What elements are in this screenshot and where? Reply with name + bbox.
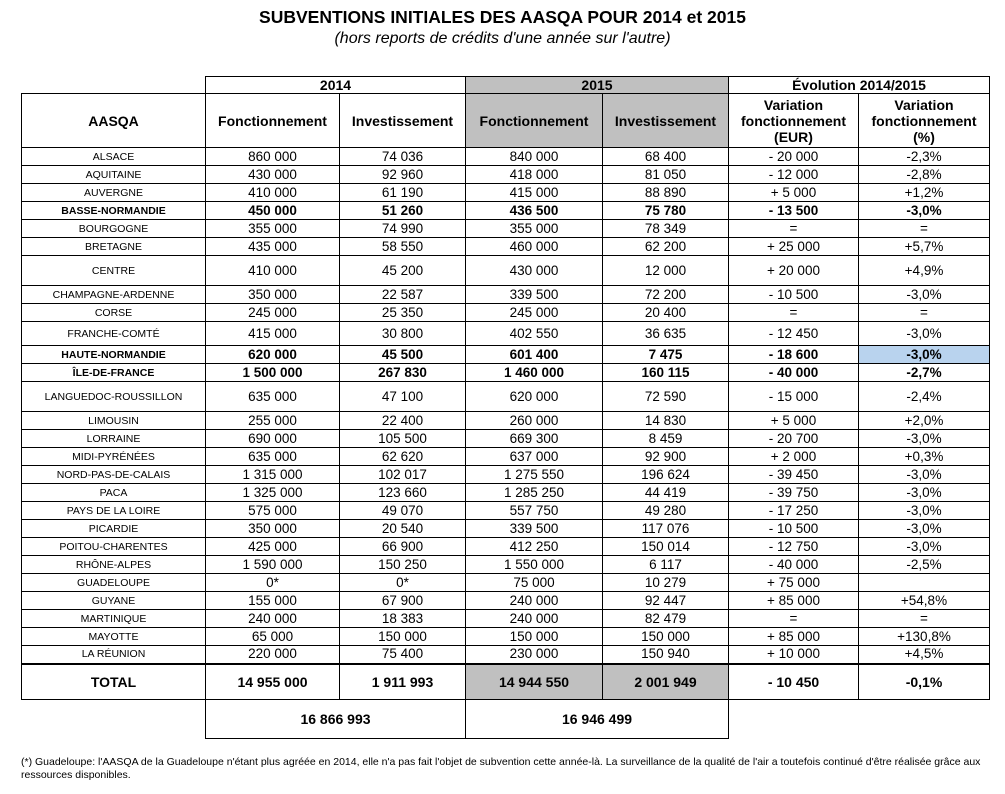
fonct-2015-cell: 240 000 — [466, 610, 603, 628]
header-fonct-2015: Fonctionnement — [466, 94, 603, 148]
fonct-2015-cell: 436 500 — [466, 202, 603, 220]
var-eur-cell: + 20 000 — [729, 256, 859, 286]
var-eur-cell: - 10 500 — [729, 286, 859, 304]
empty-corner — [22, 77, 206, 94]
region-name: BOURGOGNE — [22, 220, 206, 238]
table-row — [22, 646, 990, 664]
var-eur-cell: - 39 450 — [729, 466, 859, 484]
fonct-2014-cell: 1 500 000 — [206, 364, 340, 382]
var-pct-cell: -3,0% — [859, 520, 990, 538]
fonct-2015-cell: 1 460 000 — [466, 364, 603, 382]
header-var-eur-line2: fonctionnement — [741, 112, 846, 129]
total-fonct-2014: 14 955 000 — [206, 664, 340, 700]
invest-2014-cell: 51 260 — [340, 202, 466, 220]
fonct-2015-cell: 402 550 — [466, 322, 603, 346]
fonct-2014-cell: 690 000 — [206, 430, 340, 448]
table-row — [22, 610, 990, 628]
invest-2015-cell: 81 050 — [603, 166, 729, 184]
var-pct-cell: +1,2% — [859, 184, 990, 202]
header-evolution: Évolution 2014/2015 — [729, 77, 990, 94]
var-pct-cell: -3,0% — [859, 322, 990, 346]
var-pct-cell: = — [859, 220, 990, 238]
invest-2014-cell: 92 960 — [340, 166, 466, 184]
invest-2015-cell: 82 479 — [603, 610, 729, 628]
region-name: CENTRE — [22, 256, 206, 286]
invest-2015-cell: 92 900 — [603, 448, 729, 466]
invest-2014-cell: 67 900 — [340, 592, 466, 610]
var-pct-cell: -2,8% — [859, 166, 990, 184]
var-pct-cell: -2,5% — [859, 556, 990, 574]
header-var-eur — [729, 94, 859, 148]
header-aasqa: AASQA — [22, 94, 206, 148]
fonct-2015-cell: 339 500 — [466, 520, 603, 538]
fonct-2015-cell: 230 000 — [466, 646, 603, 664]
header-var-eur-line1: Variation — [763, 96, 824, 113]
region-name: FRANCHE-COMTÉ — [22, 322, 206, 346]
var-pct-cell — [859, 574, 990, 592]
fonct-2014-cell: 430 000 — [206, 166, 340, 184]
region-name: PICARDIE — [22, 520, 206, 538]
invest-2014-cell: 47 100 — [340, 382, 466, 412]
invest-2015-cell: 160 115 — [603, 364, 729, 382]
header-fonct-2014: Fonctionnement — [206, 94, 340, 148]
var-eur-cell: - 17 250 — [729, 502, 859, 520]
var-eur-cell: - 40 000 — [729, 556, 859, 574]
region-name: POITOU-CHARENTES — [22, 538, 206, 556]
region-name: GUYANE — [22, 592, 206, 610]
table-row — [22, 592, 990, 610]
fonct-2014-cell: 245 000 — [206, 304, 340, 322]
table-row — [22, 466, 990, 484]
fonct-2015-cell: 1 275 550 — [466, 466, 603, 484]
invest-2015-cell: 117 076 — [603, 520, 729, 538]
var-eur-cell: - 39 750 — [729, 484, 859, 502]
var-eur-cell: + 85 000 — [729, 628, 859, 646]
total-var-eur: - 10 450 — [729, 664, 859, 700]
table-row — [22, 382, 990, 412]
fonct-2014-cell: 220 000 — [206, 646, 340, 664]
fonct-2015-cell: 669 300 — [466, 430, 603, 448]
fonct-2014-cell: 635 000 — [206, 448, 340, 466]
var-pct-cell: -3,0% — [859, 538, 990, 556]
var-eur-cell: - 12 000 — [729, 166, 859, 184]
total-var-pct: -0,1% — [859, 664, 990, 700]
invest-2014-cell: 105 500 — [340, 430, 466, 448]
invest-2015-cell: 150 014 — [603, 538, 729, 556]
fonct-2014-cell: 415 000 — [206, 322, 340, 346]
total-row — [22, 664, 990, 700]
fonct-2014-cell: 1 325 000 — [206, 484, 340, 502]
var-pct-cell: -2,4% — [859, 382, 990, 412]
var-eur-cell: - 15 000 — [729, 382, 859, 412]
table-row — [22, 538, 990, 556]
var-eur-cell: - 12 450 — [729, 322, 859, 346]
invest-2014-cell: 74 990 — [340, 220, 466, 238]
invest-2014-cell: 45 500 — [340, 346, 466, 364]
table-row — [22, 322, 990, 346]
table-row — [22, 304, 990, 322]
total-label: TOTAL — [22, 664, 206, 700]
region-name: LANGUEDOC-ROUSSILLON — [22, 382, 206, 412]
fonct-2015-cell: 840 000 — [466, 148, 603, 166]
invest-2015-cell: 44 419 — [603, 484, 729, 502]
header-var-pct-line3: (%) — [913, 128, 935, 145]
var-eur-cell: + 5 000 — [729, 184, 859, 202]
invest-2014-cell: 74 036 — [340, 148, 466, 166]
region-name: ALSACE — [22, 148, 206, 166]
invest-2015-cell: 6 117 — [603, 556, 729, 574]
region-name: LIMOUSIN — [22, 412, 206, 430]
invest-2014-cell: 30 800 — [340, 322, 466, 346]
invest-2014-cell: 58 550 — [340, 238, 466, 256]
table-row — [22, 364, 990, 382]
invest-2014-cell: 61 190 — [340, 184, 466, 202]
invest-2014-cell: 150 000 — [340, 628, 466, 646]
header-var-pct-line1: Variation — [894, 96, 954, 113]
table-row — [22, 520, 990, 538]
fonct-2015-cell: 1 285 250 — [466, 484, 603, 502]
invest-2014-cell: 20 540 — [340, 520, 466, 538]
invest-2014-cell: 45 200 — [340, 256, 466, 286]
var-eur-cell: - 20 700 — [729, 430, 859, 448]
invest-2014-cell: 123 660 — [340, 484, 466, 502]
var-eur-cell: - 12 750 — [729, 538, 859, 556]
var-eur-cell: + 85 000 — [729, 592, 859, 610]
table-row — [22, 238, 990, 256]
var-eur-cell: + 5 000 — [729, 412, 859, 430]
region-name: LA RÉUNION — [22, 646, 206, 664]
invest-2015-cell: 49 280 — [603, 502, 729, 520]
invest-2015-cell: 8 459 — [603, 430, 729, 448]
fonct-2014-cell: 355 000 — [206, 220, 340, 238]
var-pct-cell: -3,0% — [859, 502, 990, 520]
table-row — [22, 346, 990, 364]
fonct-2014-cell: 410 000 — [206, 184, 340, 202]
table-row — [22, 256, 990, 286]
fonct-2015-cell: 637 000 — [466, 448, 603, 466]
invest-2015-cell: 88 890 — [603, 184, 729, 202]
fonct-2015-cell: 430 000 — [466, 256, 603, 286]
sum-2015: 16 946 499 — [466, 699, 729, 738]
fonct-2014-cell: 350 000 — [206, 520, 340, 538]
var-eur-cell: + 10 000 — [729, 646, 859, 664]
fonct-2014-cell: 155 000 — [206, 592, 340, 610]
sum-row — [22, 699, 990, 738]
region-name: HAUTE-NORMANDIE — [22, 346, 206, 364]
invest-2015-cell: 72 200 — [603, 286, 729, 304]
header-var-eur-line3: (EUR) — [774, 128, 813, 145]
fonct-2015-cell: 557 750 — [466, 502, 603, 520]
region-name: AQUITAINE — [22, 166, 206, 184]
invest-2015-cell: 68 400 — [603, 148, 729, 166]
table-row — [22, 286, 990, 304]
fonct-2015-cell: 245 000 — [466, 304, 603, 322]
var-eur-cell: = — [729, 304, 859, 322]
invest-2014-cell: 102 017 — [340, 466, 466, 484]
fonct-2014-cell: 620 000 — [206, 346, 340, 364]
sum-2014: 16 866 993 — [206, 699, 466, 738]
table-row — [22, 448, 990, 466]
region-name: CORSE — [22, 304, 206, 322]
fonct-2015-cell: 418 000 — [466, 166, 603, 184]
region-name: BRETAGNE — [22, 238, 206, 256]
table-row — [22, 202, 990, 220]
var-eur-cell: + 25 000 — [729, 238, 859, 256]
var-pct-cell: +0,3% — [859, 448, 990, 466]
invest-2015-cell: 14 830 — [603, 412, 729, 430]
fonct-2014-cell: 65 000 — [206, 628, 340, 646]
region-name: ÎLE-DE-FRANCE — [22, 364, 206, 382]
var-pct-cell: -2,7% — [859, 364, 990, 382]
var-eur-cell: = — [729, 220, 859, 238]
header-invest-2015: Investissement — [603, 94, 729, 148]
invest-2015-cell: 20 400 — [603, 304, 729, 322]
var-pct-cell: +4,5% — [859, 646, 990, 664]
fonct-2014-cell: 1 315 000 — [206, 466, 340, 484]
region-name: MAYOTTE — [22, 628, 206, 646]
header-year-2014: 2014 — [206, 77, 466, 94]
invest-2015-cell: 92 447 — [603, 592, 729, 610]
page-title: SUBVENTIONS INITIALES DES AASQA POUR 2014 et 2015 — [259, 7, 746, 27]
table-row — [22, 556, 990, 574]
header-var-pct-line2: fonctionnement — [871, 112, 977, 129]
table-row — [22, 166, 990, 184]
fonct-2015-cell: 240 000 — [466, 592, 603, 610]
fonct-2015-cell: 412 250 — [466, 538, 603, 556]
var-pct-cell: +4,9% — [859, 256, 990, 286]
header-year-2015: 2015 — [466, 77, 729, 94]
invest-2014-cell: 267 830 — [340, 364, 466, 382]
table-row — [22, 628, 990, 646]
header-var-pct — [859, 94, 990, 148]
invest-2015-cell: 78 349 — [603, 220, 729, 238]
total-invest-2015: 2 001 949 — [603, 664, 729, 700]
table-row — [22, 502, 990, 520]
table-row — [22, 220, 990, 238]
fonct-2015-cell: 339 500 — [466, 286, 603, 304]
fonct-2014-cell: 425 000 — [206, 538, 340, 556]
fonct-2015-cell: 460 000 — [466, 238, 603, 256]
region-name: BASSE-NORMANDIE — [22, 202, 206, 220]
table-row — [22, 484, 990, 502]
subsidies-table — [21, 76, 990, 739]
invest-2014-cell: 25 350 — [340, 304, 466, 322]
invest-2014-cell: 75 400 — [340, 646, 466, 664]
fonct-2014-cell: 350 000 — [206, 286, 340, 304]
var-eur-cell: - 40 000 — [729, 364, 859, 382]
var-pct-cell: -3,0% — [859, 466, 990, 484]
var-pct-cell: = — [859, 304, 990, 322]
page-subtitle: (hors reports de crédits d'une année sur l'autre) — [334, 30, 671, 47]
var-eur-cell: - 10 500 — [729, 520, 859, 538]
region-name: NORD-PAS-DE-CALAIS — [22, 466, 206, 484]
invest-2015-cell: 196 624 — [603, 466, 729, 484]
var-pct-cell: +5,7% — [859, 238, 990, 256]
invest-2014-cell: 18 383 — [340, 610, 466, 628]
fonct-2014-cell: 635 000 — [206, 382, 340, 412]
invest-2015-cell: 75 780 — [603, 202, 729, 220]
region-name: GUADELOUPE — [22, 574, 206, 592]
invest-2014-cell: 62 620 — [340, 448, 466, 466]
var-pct-cell: -3,0% — [859, 484, 990, 502]
invest-2015-cell: 10 279 — [603, 574, 729, 592]
fonct-2014-cell: 450 000 — [206, 202, 340, 220]
fonct-2015-cell: 260 000 — [466, 412, 603, 430]
fonct-2015-cell: 150 000 — [466, 628, 603, 646]
invest-2014-cell: 66 900 — [340, 538, 466, 556]
var-pct-cell: -3,0% — [859, 202, 990, 220]
invest-2015-cell: 7 475 — [603, 346, 729, 364]
region-name: MIDI-PYRÉNÉES — [22, 448, 206, 466]
invest-2015-cell: 150 940 — [603, 646, 729, 664]
var-pct-cell: -3,0% — [859, 430, 990, 448]
region-name: PACA — [22, 484, 206, 502]
fonct-2014-cell: 0* — [206, 574, 340, 592]
var-eur-cell: - 20 000 — [729, 148, 859, 166]
invest-2015-cell: 150 000 — [603, 628, 729, 646]
invest-2015-cell: 36 635 — [603, 322, 729, 346]
var-pct-cell: +2,0% — [859, 412, 990, 430]
fonct-2014-cell: 435 000 — [206, 238, 340, 256]
var-pct-cell: = — [859, 610, 990, 628]
var-eur-cell: - 18 600 — [729, 346, 859, 364]
invest-2015-cell: 62 200 — [603, 238, 729, 256]
invest-2015-cell: 12 000 — [603, 256, 729, 286]
fonct-2014-cell: 575 000 — [206, 502, 340, 520]
table-row — [22, 574, 990, 592]
fonct-2015-cell: 355 000 — [466, 220, 603, 238]
fonct-2014-cell: 410 000 — [206, 256, 340, 286]
var-pct-cell: -3,0% — [859, 286, 990, 304]
region-name: RHÔNE-ALPES — [22, 556, 206, 574]
region-name: LORRAINE — [22, 430, 206, 448]
total-fonct-2015: 14 944 550 — [466, 664, 603, 700]
region-name: MARTINIQUE — [22, 610, 206, 628]
footnote: (*) Guadeloupe: l'AASQA de la Guadeloupe n'étant plus agréée en 2014, elle n'a pas fait l'objet de subvention cette année-là. La surveillance de la qualité de l'air a toutefois continué d'être réalisée grâce aux ressources disponibles. — [21, 756, 981, 781]
region-name: CHAMPAGNE-ARDENNE — [22, 286, 206, 304]
invest-2015-cell: 72 590 — [603, 382, 729, 412]
sum-empty-right — [729, 699, 990, 738]
fonct-2014-cell: 860 000 — [206, 148, 340, 166]
var-eur-cell: + 2 000 — [729, 448, 859, 466]
fonct-2015-cell: 415 000 — [466, 184, 603, 202]
region-name: PAYS DE LA LOIRE — [22, 502, 206, 520]
invest-2014-cell: 22 587 — [340, 286, 466, 304]
var-eur-cell: + 75 000 — [729, 574, 859, 592]
total-invest-2014: 1 911 993 — [340, 664, 466, 700]
invest-2014-cell: 22 400 — [340, 412, 466, 430]
invest-2014-cell: 0* — [340, 574, 466, 592]
invest-2014-cell: 150 250 — [340, 556, 466, 574]
var-pct-cell: +54,8% — [859, 592, 990, 610]
var-pct-cell: -3,0% — [859, 346, 990, 364]
fonct-2014-cell: 255 000 — [206, 412, 340, 430]
var-pct-cell: +130,8% — [859, 628, 990, 646]
fonct-2015-cell: 601 400 — [466, 346, 603, 364]
header-invest-2014: Investissement — [340, 94, 466, 148]
table-row — [22, 412, 990, 430]
table-row — [22, 184, 990, 202]
sum-empty — [22, 699, 206, 738]
table-row — [22, 148, 990, 166]
fonct-2014-cell: 240 000 — [206, 610, 340, 628]
table-row — [22, 430, 990, 448]
region-name: AUVERGNE — [22, 184, 206, 202]
var-eur-cell: = — [729, 610, 859, 628]
fonct-2015-cell: 75 000 — [466, 574, 603, 592]
fonct-2015-cell: 620 000 — [466, 382, 603, 412]
var-eur-cell: - 13 500 — [729, 202, 859, 220]
fonct-2015-cell: 1 550 000 — [466, 556, 603, 574]
invest-2014-cell: 49 070 — [340, 502, 466, 520]
fonct-2014-cell: 1 590 000 — [206, 556, 340, 574]
var-pct-cell: -2,3% — [859, 148, 990, 166]
